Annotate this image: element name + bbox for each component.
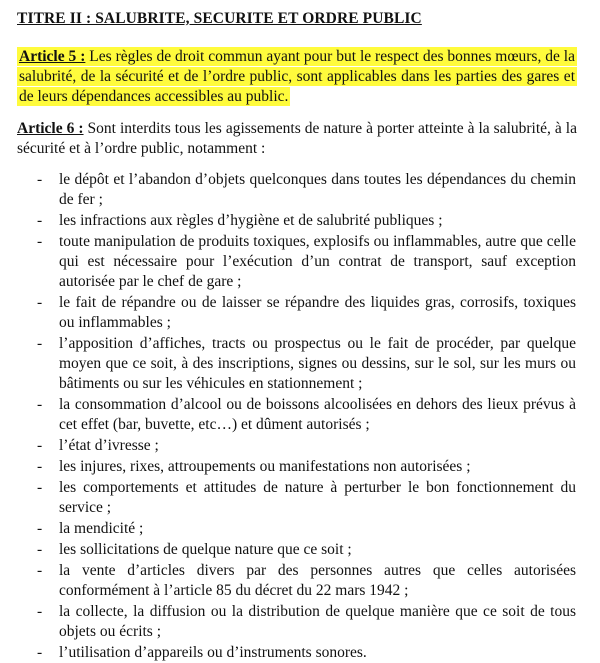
list-item-text: la collecte, la diffusion ou la distribution de quelque manière que ce soit de tous objets ou écrits ; [59,603,576,640]
list-item-text: la mendicité ; [59,520,144,537]
list-item [0,519,600,539]
list-bullet: - [37,458,43,475]
list-bullet: - [37,294,43,311]
list-item-text: les injures, rixes, attroupements ou manifestations non autorisées ; [59,458,471,475]
list-item-text: les sollicitations de quelque nature que ce soit ; [59,541,352,558]
list-item-text: les comportements et attitudes de nature à perturber le bon fonctionnement du service ; [59,479,576,516]
list-bullet: - [37,233,43,250]
article-5-label: Article 5 : [19,48,86,65]
list-item-text: l’apposition d’affiches, tracts ou prospectus ou le fait de procéder, par quelque moyen que ce soit, à des inscriptions, signes ou dessins, sur le sol, sur les murs ou bâtiments ou sur les véhicules en stationnement ; [59,335,576,392]
prohibited-acts-list [0,170,600,663]
list-bullet: - [37,520,43,537]
list-item [0,457,600,477]
list-bullet: - [37,541,43,558]
list-bullet: - [37,212,43,229]
list-item [0,211,600,231]
list-item [0,602,600,642]
list-item [0,643,600,663]
list-bullet: - [37,335,43,352]
list-item [0,395,600,435]
list-bullet: - [37,562,43,579]
list-item-text: le dépôt et l’abandon d’objets quelconques dans toutes les dépendances du chemin de fer ; [59,171,576,208]
list-item [0,170,600,210]
highlighted-passage [17,47,577,106]
list-item [0,561,600,601]
list-bullet: - [37,396,43,413]
list-bullet: - [37,644,43,661]
list-bullet: - [37,437,43,454]
list-item-text: la consommation d’alcool ou de boissons alcoolisées en dehors des lieux prévus à cet effet (bar, buvette, etc…) et dûment autorisés ; [59,396,576,433]
list-bullet: - [37,171,43,188]
list-item [0,478,600,518]
list-item [0,436,600,456]
list-item [0,540,600,560]
list-item [0,232,600,292]
list-item-text: l’utilisation d’appareils ou d’instruments sonores. [59,644,367,661]
article-5-text: Les règles de droit commun ayant pour but le respect des bonnes mœurs, de la salubrité, de la sécurité et de l’ordre public, sont applicables dans les parties des gares et de leurs dépendances accessibles au public. [19,48,575,105]
article-5 [17,47,577,107]
list-item-text: l’état d’ivresse ; [59,437,159,454]
list-item-text: la vente d’articles divers par des personnes autres que celles autorisées conformément à l’article 85 du décret du 22 mars 1942 ; [59,562,576,599]
list-bullet: - [37,603,43,620]
list-item-text: toute manipulation de produits toxiques, explosifs ou inflammables, autre que celle qui est nécessaire pour l’exécution d’un contrat de transport, sauf exception autorisée par le chef de gare ; [59,233,576,290]
article-6-label: Article 6 : [17,120,84,137]
list-bullet: - [37,479,43,496]
article-6 [17,119,577,159]
list-item-text: le fait de répandre ou de laisser se répandre des liquides gras, corrosifs, toxiques ou inflammables ; [59,294,576,331]
list-item [0,334,600,394]
list-item-text: les infractions aux règles d’hygiène et de salubrité publiques ; [59,212,443,229]
section-title: TITRE II : SALUBRITE, SECURITE ET ORDRE PUBLIC [17,10,422,27]
article-6-intro: Sont interdits tous les agissements de nature à porter atteinte à la salubrité, à la sécurité et à l’ordre public, notamment : [17,120,577,157]
list-item [0,293,600,333]
